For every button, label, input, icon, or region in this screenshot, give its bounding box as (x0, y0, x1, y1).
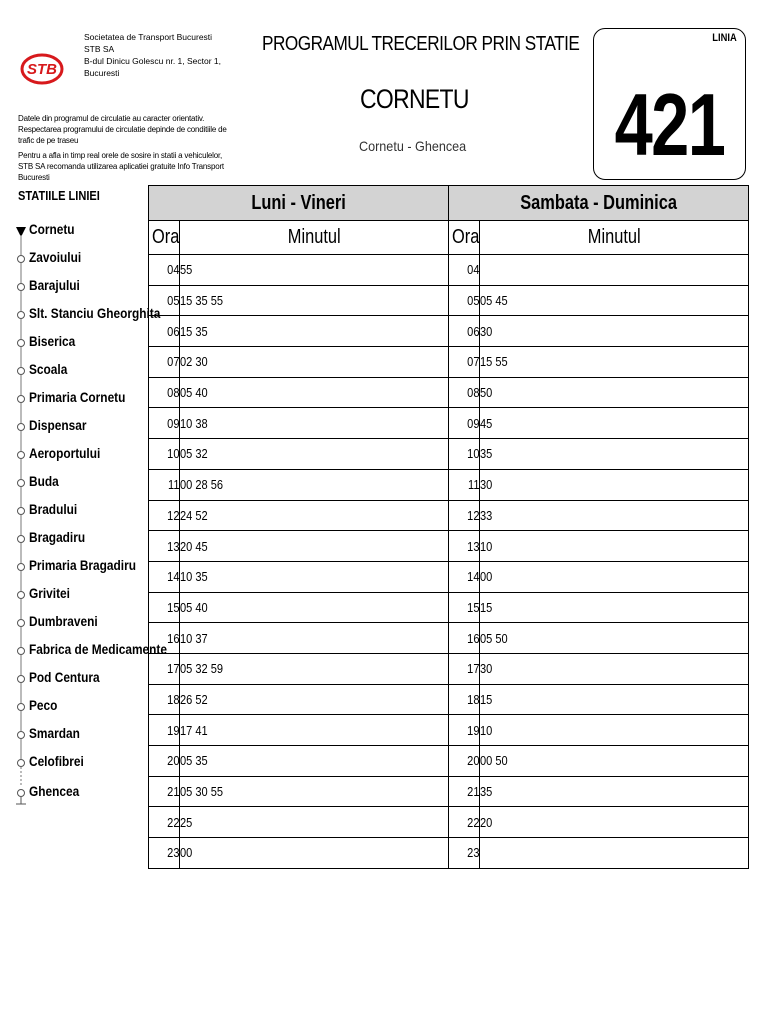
hour-cell: 05 (449, 285, 480, 316)
weekday-minutes-cell: 25 (180, 807, 449, 838)
table-row (149, 653, 749, 684)
hour-cell: 04 (149, 255, 180, 286)
hour-cell: 04 (449, 255, 480, 286)
schedule-table (148, 185, 749, 869)
hour-cell: 19 (449, 715, 480, 746)
hour-cell: 12 (149, 500, 180, 531)
weekend-minutes-cell: 00 50 (480, 746, 749, 777)
company-line: STB SA (84, 44, 115, 54)
company-line: Societatea de Transport Bucuresti (84, 32, 213, 42)
stop-marker (18, 592, 25, 599)
hour-cell: 21 (149, 776, 180, 807)
hour-cell: 08 (449, 377, 480, 408)
stop-marker (18, 536, 25, 543)
weekday-header: Luni - Vineri (149, 186, 449, 221)
weekend-minutes-cell: 30 (480, 653, 749, 684)
hour-cell: 19 (149, 715, 180, 746)
weekend-minutes-cell: 10 (480, 531, 749, 562)
stop-item: Bradului (29, 502, 78, 517)
hour-cell: 08 (149, 377, 180, 408)
hour-cell: 16 (149, 623, 180, 654)
stop-item: Pod Centura (29, 670, 100, 685)
hour-cell: 22 (449, 807, 480, 838)
weekend-minutes-cell: 30 (480, 469, 749, 500)
hour-cell: 23 (149, 838, 180, 869)
weekday-minutes-cell: 05 32 59 (180, 653, 449, 684)
stop-item: Biserica (29, 334, 76, 349)
table-row (149, 469, 749, 500)
weekday-minutes-cell: 10 37 (180, 623, 449, 654)
hour-cell: 15 (149, 592, 180, 623)
stops-title: STATIILE LINIEI (18, 188, 100, 203)
weekend-minutes-cell: 30 (480, 316, 749, 347)
weekday-minutes-cell: 00 28 56 (180, 469, 449, 500)
stop-marker (18, 508, 25, 515)
disclaimer-note: Datele din programul de circulatie au caracter orientativ. Respectarea programului de circulatie depinde de conditiile de trafic de pe traseu (18, 114, 227, 145)
hour-cell: 17 (449, 653, 480, 684)
hour-cell: 16 (449, 623, 480, 654)
company-info (84, 31, 234, 79)
stop-item: Smardan (29, 726, 80, 741)
weekend-minutes-cell: 45 (480, 408, 749, 439)
stop-item: Barajului (29, 278, 80, 293)
stb-logo (20, 52, 64, 86)
hour-cell: 13 (449, 531, 480, 562)
weekday-minutes-cell: 00 (180, 838, 449, 869)
hour-cell: 14 (449, 561, 480, 592)
hour-cell: 07 (449, 347, 480, 378)
table-row (149, 316, 749, 347)
weekday-minutes-cell: 05 35 (180, 746, 449, 777)
stop-item: Dumbraveni (29, 614, 98, 629)
stb-logo-text: STB (27, 61, 57, 78)
weekend-minutes-cell: 00 (480, 561, 749, 592)
hour-cell: 15 (449, 592, 480, 623)
stop-item: Fabrica de Medicamente (29, 642, 167, 657)
weekday-minutes-cell: 02 30 (180, 347, 449, 378)
stop-item: Bragadiru (29, 530, 86, 545)
hour-cell: 18 (449, 684, 480, 715)
stop-item: Dispensar (29, 418, 87, 433)
hour-cell: 06 (149, 316, 180, 347)
page-title: PROGRAMUL TRECERILOR PRIN STATIE (262, 33, 580, 55)
hour-cell: 06 (449, 316, 480, 347)
stop-item: Buda (29, 474, 59, 489)
table-row (149, 746, 749, 777)
weekend-minutes-cell: 50 (480, 377, 749, 408)
weekend-minutes-cell: 15 (480, 592, 749, 623)
hour-cell: 20 (449, 746, 480, 777)
hour-cell: 10 (149, 439, 180, 470)
weekend-minutes-cell (480, 255, 749, 286)
hour-header: Ora (449, 221, 480, 255)
weekday-minutes-cell: 15 35 55 (180, 285, 449, 316)
weekend-minutes-cell: 10 (480, 715, 749, 746)
line-box (593, 28, 746, 180)
stop-marker (18, 452, 25, 459)
hour-cell: 23 (449, 838, 480, 869)
table-row (149, 285, 749, 316)
weekend-minutes-cell: 35 (480, 776, 749, 807)
hour-cell: 11 (449, 469, 480, 500)
route-name: Cornetu - Ghencea (359, 138, 467, 154)
table-row (149, 684, 749, 715)
weekend-minutes-cell: 35 (480, 439, 749, 470)
stop-item: Ghencea (29, 784, 80, 799)
weekend-minutes-cell: 20 (480, 807, 749, 838)
table-row (149, 408, 749, 439)
table-row (149, 255, 749, 286)
hour-cell: 17 (149, 653, 180, 684)
stop-marker (18, 340, 25, 347)
stop-item: Primaria Cornetu (29, 390, 126, 405)
weekend-minutes-cell: 15 (480, 684, 749, 715)
stop-item: Aeroportului (29, 446, 101, 461)
hour-cell: 10 (449, 439, 480, 470)
stop-marker (18, 256, 25, 263)
weekday-minutes-cell: 10 38 (180, 408, 449, 439)
hour-cell: 18 (149, 684, 180, 715)
table-row (149, 561, 749, 592)
weekend-minutes-cell: 33 (480, 500, 749, 531)
weekday-minutes-cell: 15 35 (180, 316, 449, 347)
stop-marker (18, 564, 25, 571)
hour-cell: 12 (449, 500, 480, 531)
minute-header: Minutul (180, 221, 449, 255)
stop-marker (18, 704, 25, 711)
stop-item: Celofibrei (29, 754, 84, 769)
company-line: B-dul Dinicu Golescu nr. 1, Sector 1, (84, 56, 222, 66)
weekend-header: Sambata - Duminica (449, 186, 749, 221)
weekday-minutes-cell: 17 41 (180, 715, 449, 746)
hour-cell: 07 (149, 347, 180, 378)
stop-item: Cornetu (29, 222, 75, 237)
stop-marker (18, 424, 25, 431)
table-row (149, 500, 749, 531)
stop-marker (18, 648, 25, 655)
stop-marker (18, 620, 25, 627)
stop-marker (18, 732, 25, 739)
stop-marker (18, 480, 25, 487)
table-row (149, 807, 749, 838)
table-row (149, 592, 749, 623)
table-row (149, 776, 749, 807)
stop-marker (18, 760, 25, 767)
stop-item: Zavoiului (29, 250, 82, 265)
stop-item: Primaria Bragadiru (29, 558, 136, 573)
weekday-minutes-cell: 26 52 (180, 684, 449, 715)
hour-cell: 09 (149, 408, 180, 439)
weekend-minutes-cell: 05 50 (480, 623, 749, 654)
table-row (149, 347, 749, 378)
weekday-minutes-cell: 05 30 55 (180, 776, 449, 807)
weekday-minutes-cell: 05 40 (180, 592, 449, 623)
weekday-minutes-cell: 20 45 (180, 531, 449, 562)
table-row (149, 439, 749, 470)
table-row (149, 623, 749, 654)
table-row (149, 715, 749, 746)
weekend-minutes-cell: 15 55 (480, 347, 749, 378)
stop-marker (18, 368, 25, 375)
hour-cell: 09 (449, 408, 480, 439)
hour-cell: 14 (149, 561, 180, 592)
hour-header: Ora (149, 221, 180, 255)
company-line: Bucuresti (84, 68, 120, 78)
line-label: LINIA (712, 32, 737, 44)
hour-cell: 13 (149, 531, 180, 562)
weekday-minutes-cell: 55 (180, 255, 449, 286)
table-row (149, 377, 749, 408)
stop-marker (18, 676, 25, 683)
hour-cell: 21 (449, 776, 480, 807)
stop-item: Grivitei (29, 586, 70, 601)
table-row (149, 838, 749, 869)
weekend-minutes-cell: 05 45 (480, 285, 749, 316)
minute-header: Minutul (480, 221, 749, 255)
hour-cell: 05 (149, 285, 180, 316)
app-recommendation-note: Pentru a afla in timp real orele de sosire in statii a vehiculelor, STB SA recomanda utilizarea aplicatiei gratuite Info Transport Bucuresti (18, 151, 224, 182)
hour-cell: 22 (149, 807, 180, 838)
stop-marker (18, 396, 25, 403)
end-stop-marker (18, 790, 25, 797)
weekday-minutes-cell: 05 32 (180, 439, 449, 470)
weekday-minutes-cell: 10 35 (180, 561, 449, 592)
station-name: CORNETU (360, 84, 469, 114)
stop-item: Slt. Stanciu Gheorghita (29, 306, 161, 321)
stop-item: Scoala (29, 362, 68, 377)
table-row (149, 531, 749, 562)
weekend-minutes-cell (480, 838, 749, 869)
hour-cell: 20 (149, 746, 180, 777)
weekday-minutes-cell: 05 40 (180, 377, 449, 408)
line-number: 421 (614, 75, 725, 174)
hour-cell: 11 (149, 469, 180, 500)
stop-marker (18, 284, 25, 291)
weekday-minutes-cell: 24 52 (180, 500, 449, 531)
stop-item: Peco (29, 698, 58, 713)
stop-marker (18, 312, 25, 319)
